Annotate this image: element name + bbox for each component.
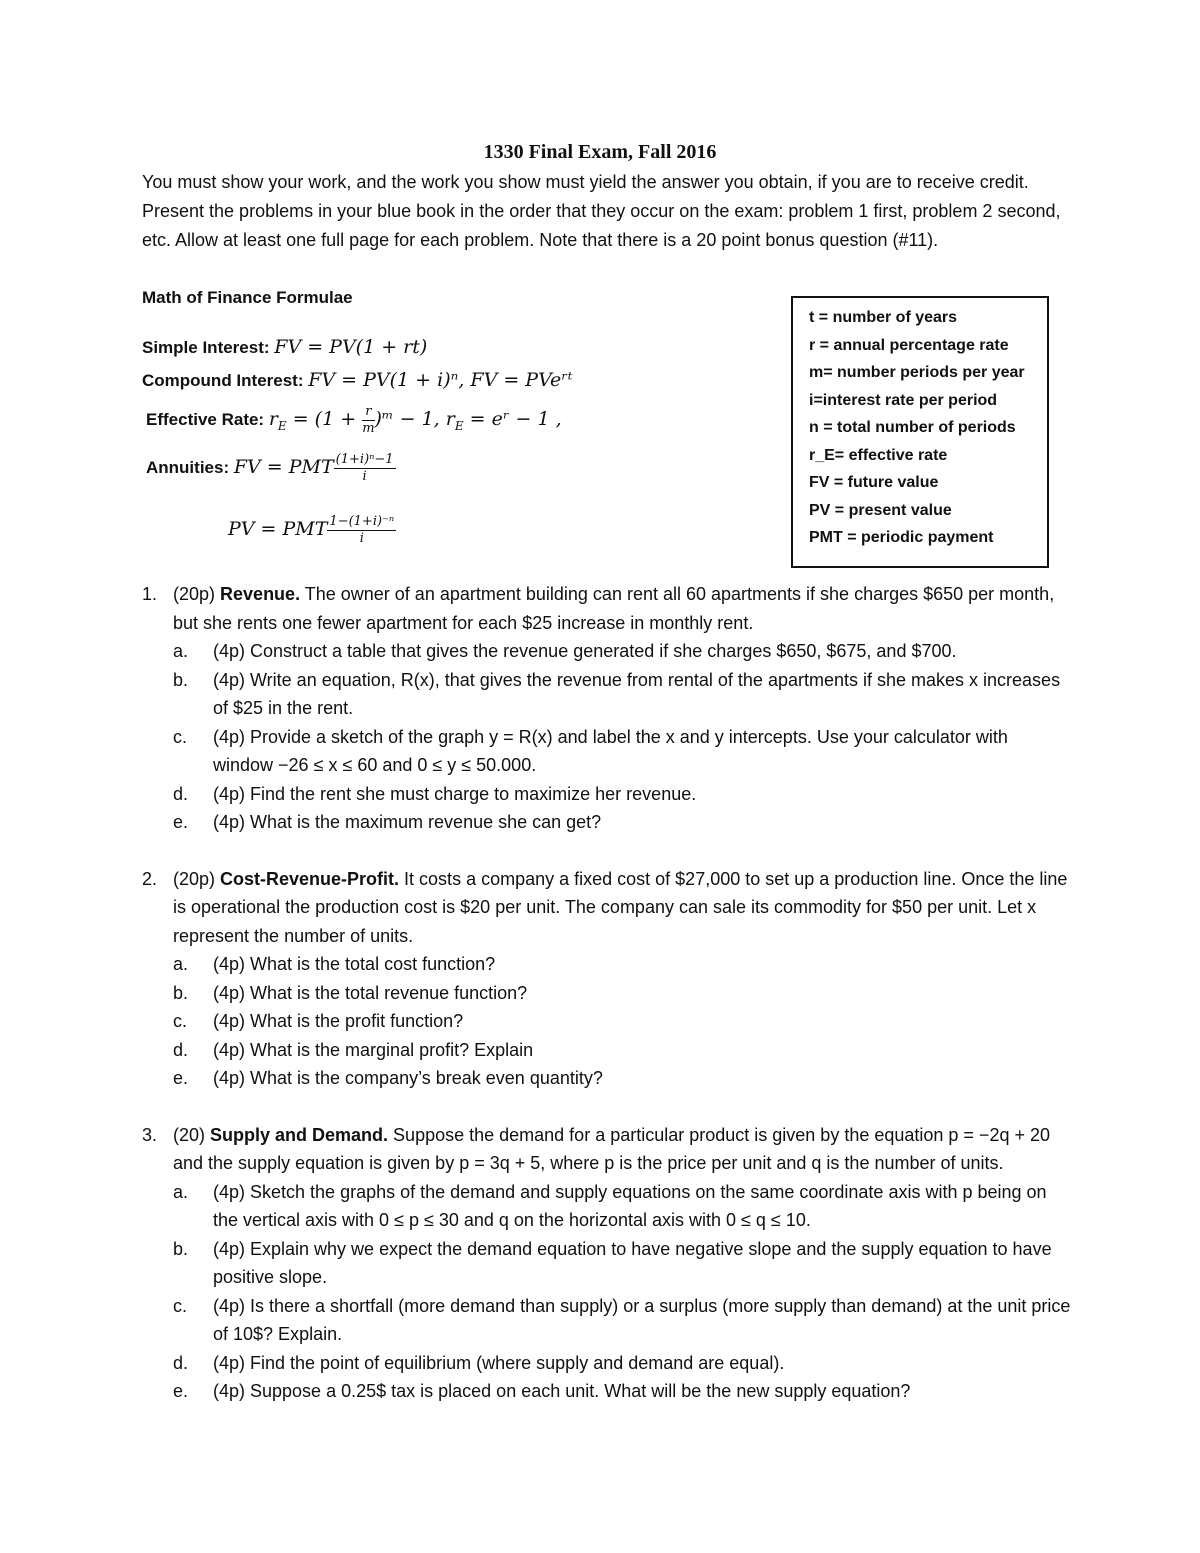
annuity-fv-formula [146,452,396,485]
sub-question [173,1178,1072,1235]
annuity-fv-math: FV = PMT [233,455,334,478]
sub-text: (4p) What is the company’s break even quantity? [213,1068,603,1088]
problem-text: The owner of an apartment building can rent all 60 apartments if she charges $650 per month, but she rents one fewer apartment for each $25 increase in monthly rent. [173,584,1055,633]
legend-item: m= number periods per year [809,364,1025,381]
legend-item: n = total number of periods [809,419,1016,436]
legend-item: FV = future value [809,474,939,491]
sub-letter: b. [173,669,189,690]
problem-text: Suppose the demand for a particular product is given by the equation p = −2q + 20 and the supply equation is given by p = 3q + 5, where p is the price per unit and q is the number of units. [173,1124,1050,1173]
compound-interest-math: FV = PV(1 + i)ⁿ, FV = PVeʳᵗ [308,369,573,391]
sub-question [173,1007,1072,1036]
sub-letter: e. [173,812,189,832]
sub-question [173,1377,1072,1406]
annuities-label: Annuities: [146,457,234,477]
sub-text: (4p) Explain why we expect the demand equation to have negative slope and the supply equation to have positive slope. [213,1238,1052,1287]
compound-interest-label: Compound Interest: [142,371,309,390]
problem-statement [173,1121,1072,1178]
sub-question [173,1349,1072,1378]
problem-1 [142,580,1072,837]
sub-letter: b. [173,1238,189,1259]
sub-question [173,808,1072,837]
sub-question [173,1235,1072,1292]
sub-question [173,637,1072,666]
sub-text: (4p) What is the profit function? [213,1011,464,1031]
legend-item: t = number of years [809,309,958,326]
fraction-numerator: r [362,404,374,421]
problem-statement [173,865,1072,951]
sub-question [173,723,1072,780]
sub-text: (4p) What is the total revenue function? [213,982,528,1003]
sub-question [173,666,1072,723]
sub-letter: a. [173,954,189,974]
sub-text: (4p) What is the marginal profit? Explain [213,1039,534,1060]
sub-text: (4p) Is there a shortfall (more demand than supply) or a surplus (more supply than demand) at the unit price of 10$? Explain. [213,1295,1071,1344]
legend-item: r = annual percentage rate [809,336,1009,354]
sub-question [173,950,1072,979]
annuity-pv-denominator: i [359,531,364,546]
problem-points: (20) [173,1124,211,1145]
sub-text: (4p) Provide a sketch of the graph y = R(x) and label the x and y intercepts. Use your calculator with window −26 ≤ x ≤ 60 and 0 ≤ y ≤ 50.000. [213,726,1008,775]
compound-interest-formula [142,369,573,391]
effective-rate-subscript-2: E [454,418,464,433]
sub-letter: b. [173,982,189,1003]
annuity-fv-fraction [334,452,396,485]
sub-letter: c. [173,1011,188,1031]
sub-question [173,780,1072,809]
sub-question [173,1292,1072,1349]
effective-rate-rest: )ᵐ − 1, r [374,407,455,430]
problem-number: 2. [142,868,158,889]
instructions-paragraph: You must show your work, and the work you show must yield the answer you obtain, if you are to receive credit. Present the problems in your blue book in the order that they occur on the exam: problem 1 first, problem 2 second, etc. Allow at least one full page for each problem. Note that there is a 20 point bonus question (#11). [142,172,1061,250]
legend-item: r_E= effective rate [809,446,948,464]
simple-interest-math: FV = PV(1 + rt) [274,336,428,358]
simple-interest-formula [142,336,427,358]
sub-letter: d. [173,1039,189,1060]
sub-letter: a. [173,1181,189,1202]
formulae-heading: Math of Finance Formulae [142,288,353,307]
annuity-fv-numerator: (1+i)ⁿ−1 [335,452,394,467]
sub-letter: a. [173,641,189,661]
sub-question [173,1036,1072,1065]
sub-letter: c. [173,726,188,747]
problem-list [142,580,1072,1434]
effective-rate-eq: = (1 + [286,407,363,430]
effective-rate-symbol: r [268,407,278,430]
problem-name: Cost-Revenue-Profit. [220,868,400,889]
sub-text: (4p) Sketch the graphs of the demand and supply equations on the same coordinate axis with p being on the vertical axis with 0 ≤ p ≤ 30 and q on the horizontal axis with 0 ≤ q ≤ 10. [213,1181,1047,1230]
sub-text: (4p) Find the point of equilibrium (where supply and demand are equal). [213,1352,785,1373]
simple-interest-label: Simple Interest: [142,338,275,357]
sub-text: (4p) What is the total cost function? [213,954,496,974]
sub-letter: e. [173,1381,189,1401]
fraction-denominator: m [362,421,375,436]
problem-3 [142,1121,1072,1406]
sub-letter: c. [173,1295,188,1316]
legend-item: i=interest rate per period [809,391,998,409]
variable-legend-box [791,296,1049,568]
sub-text: (4p) Write an equation, R(x), that gives the revenue from rental of the apartments if she makes x increases of $25 in the rent. [213,669,1061,718]
effective-rate-tail: = eʳ − 1 , [463,407,562,430]
annuity-pv-fraction [327,514,396,547]
sub-letter: d. [173,783,189,804]
effective-rate-subscript: E [277,418,287,433]
sub-letter: e. [173,1068,189,1088]
legend-item: PV = present value [809,501,952,519]
page-title: 1330 Final Exam, Fall 2016 [483,141,717,163]
annuity-pv-numerator: 1−(1+i)⁻ⁿ [329,514,395,529]
sub-letter: d. [173,1352,189,1373]
sub-text: (4p) Find the rent she must charge to maximize her revenue. [213,783,697,804]
problem-number: 3. [142,1124,158,1145]
problem-statement [173,580,1072,637]
problem-2 [142,865,1072,1093]
sub-text: (4p) Suppose a 0.25$ tax is placed on each unit. What will be the new supply equation? [213,1381,911,1401]
annuity-pv-math: PV = PMT [228,517,328,540]
annuity-fv-denominator: i [362,469,367,484]
problem-text: It costs a company a fixed cost of $27,000 to set up a production line. Once the line is operational the production cost is $20 per unit. The company can sale its commodity for $50 per unit. Let x represent the number of units. [173,868,1068,946]
problem-number: 1. [142,584,158,604]
problem-name: Supply and Demand. [210,1124,389,1145]
sub-text: (4p) Construct a table that gives the revenue generated if she charges $650, $675, and $700. [213,641,957,661]
r-over-m-fraction [362,404,374,437]
effective-rate-formula [146,404,562,437]
problem-points: (20p) [173,584,221,604]
problem-points: (20p) [173,868,221,889]
sub-text: (4p) What is the maximum revenue she can get? [213,812,602,832]
problem-name: Revenue. [220,584,301,604]
sub-question [173,1064,1072,1093]
annuity-pv-formula [228,514,396,547]
sub-question [173,979,1072,1008]
legend-item: PMT = periodic payment [809,529,994,546]
effective-rate-label: Effective Rate: [146,409,269,429]
